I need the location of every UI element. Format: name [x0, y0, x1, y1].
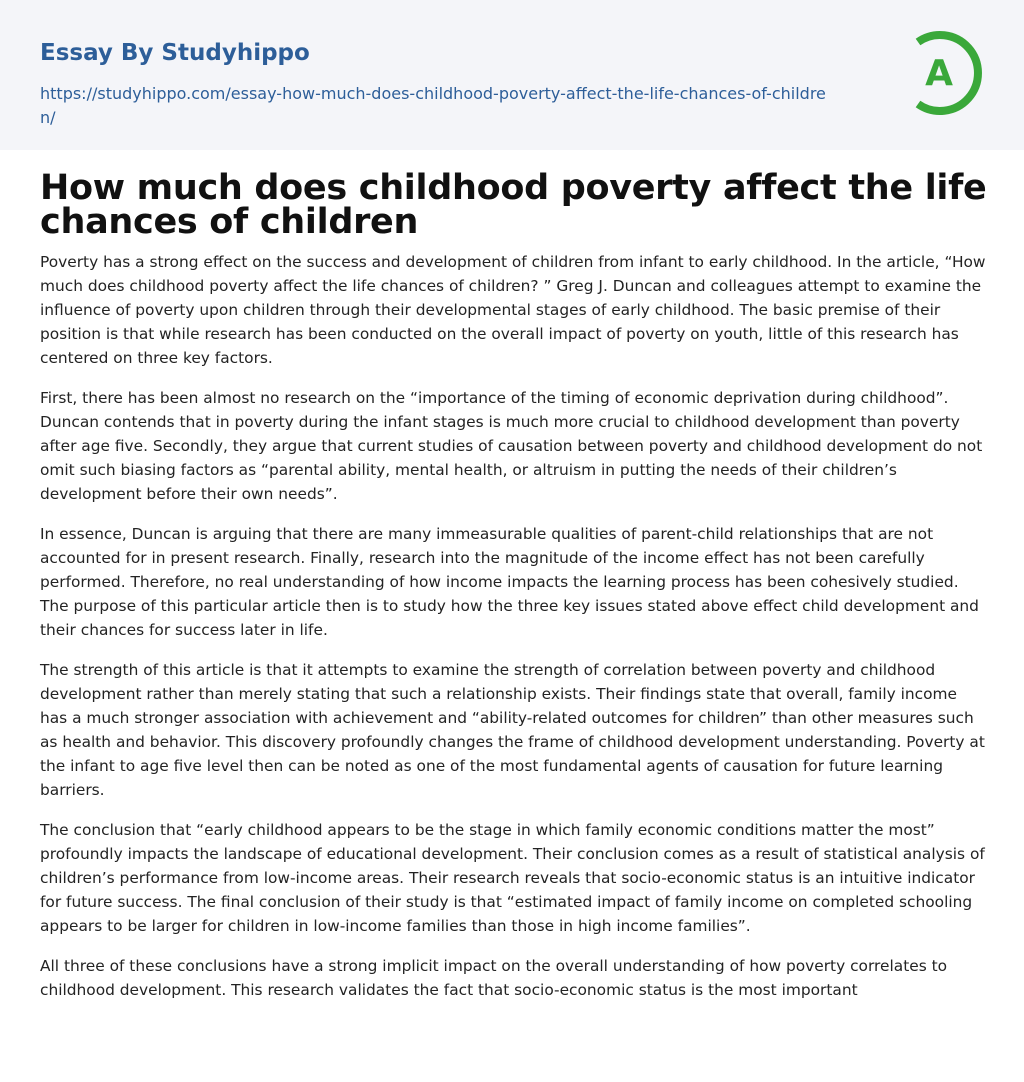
page-title: How much does childhood poverty affect the life chances of children [40, 168, 987, 242]
source-url-link[interactable]: https://studyhippo.com/essay-how-much-does-childhood-poverty-affect-the-life-chances-of-children/ [40, 84, 826, 127]
paragraph: The strength of this article is that it attempts to examine the strength of correlation between poverty and childhood development rather than merely stating that such a relationship exists. Their findings state that overall, family income has a much stronger association with achievement and “ability-related outcomes for children” than other measures such as health and behavior. This discovery profoundly changes the frame of childhood development understanding. Poverty at the infant to age five level then can be noted as one of the most fundamental agents of causation for future learning barriers. [40, 661, 985, 799]
paragraph: In essence, Duncan is arguing that there are many immeasurable qualities of parent-child relationships that are not accounted for in present research. Finally, research into the magnitude of the income effect has not been carefully performed. Therefore, no real understanding of how income impacts the learning process has been cohesively studied. The purpose of this particular article then is to study how the three key issues stated above effect child development and their chances for success later in life. [40, 525, 979, 639]
essay-body [40, 250, 988, 1018]
studyhippo-logo-icon[interactable] [896, 28, 986, 118]
paragraph: Poverty has a strong effect on the success and development of children from infant to early childhood. In the article, “How much does childhood poverty affect the life chances of children? ” Greg J. Duncan and colleagues attempt to examine the influence of poverty upon children through their developmental stages of early childhood. The basic premise of their position is that while research has been conducted on the overall impact of poverty on youth, little of this research has centered on three key factors. [40, 253, 986, 367]
paragraph: First, there has been almost no research on the “importance of the timing of economic deprivation during childhood”. Duncan contends that in poverty during the infant stages is much more crucial to childhood development than poverty after age five. Secondly, they argue that current studies of causation between poverty and childhood development do not omit such biasing factors as “parental ability, mental health, or altruism in putting the needs of their children’s development before their own needs”. [40, 389, 983, 503]
paragraph: All three of these conclusions have a strong implicit impact on the overall understanding of how poverty correlates to childhood development. This research validates the fact that socio-economic status is the most important [40, 957, 948, 999]
site-header [0, 0, 1024, 150]
site-name[interactable]: Essay By Studyhippo [40, 40, 310, 66]
paragraph: The conclusion that “early childhood appears to be the stage in which family economic conditions matter the most” profoundly impacts the landscape of educational development. Their conclusion comes as a result of statistical analysis of children’s performance from low-income areas. Their research reveals that socio-economic status is an intuitive indicator for future success. The final conclusion of their study is that “estimated impact of family income on completed schooling appears to be larger for children in low-income families than those in high income families”. [40, 821, 985, 935]
logo-letter: A [925, 53, 953, 94]
